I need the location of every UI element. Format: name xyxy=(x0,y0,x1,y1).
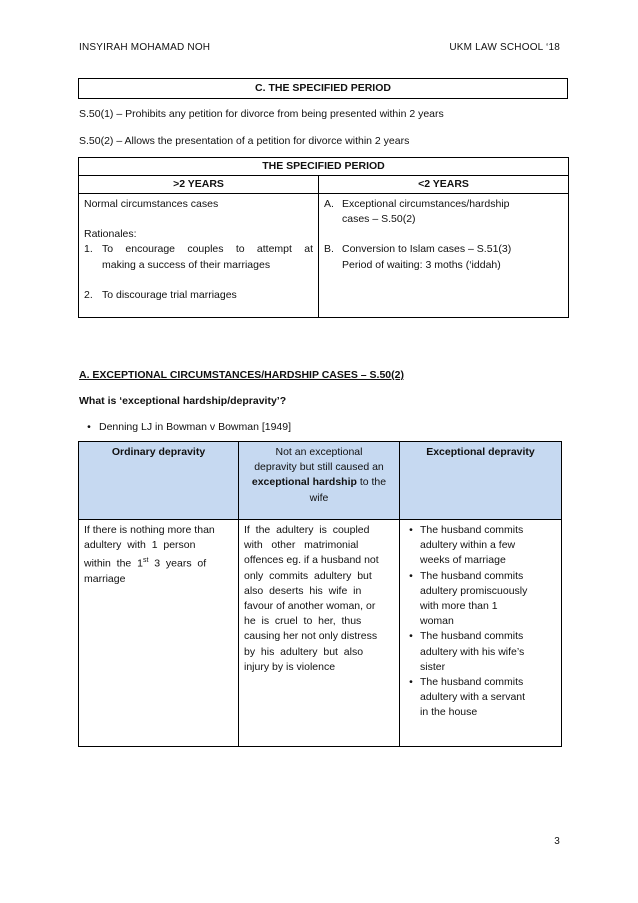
bullet-icon: • xyxy=(409,630,413,643)
depravity-table xyxy=(78,441,562,747)
specified-period-table xyxy=(78,157,569,318)
normal-cases-text: Normal circumstances cases xyxy=(84,198,219,210)
ordinary-depravity-cell: If there is nothing more than adultery with 1 person within the 1st 3 years of marriage xyxy=(79,520,239,747)
period-right-cell xyxy=(319,194,569,318)
period-col-over-2: >2 YEARS xyxy=(79,176,319,194)
bullet-icon: • xyxy=(409,569,413,582)
rationales-label: Rationales: xyxy=(84,228,137,241)
exceptional-depravity-cell xyxy=(400,520,562,747)
bullet-icon: • xyxy=(87,421,91,433)
ordinary-depravity-header: Ordinary depravity xyxy=(79,442,239,520)
bullet-icon: • xyxy=(409,676,413,689)
page-number: 3 xyxy=(554,836,560,847)
hardship-cell: If the adultery is coupled with other matrimonial offences eg. if a husband not only commits adultery but also deserts his wife in favour of another woman, or he is cruel to her, thus causing her not only distress by his adultery but also injury by is violence xyxy=(239,520,400,747)
case-bullet: • Denning LJ in Bowman v Bowman [1949] xyxy=(79,420,291,434)
header-school: UKM LAW SCHOOL ‘18 xyxy=(449,42,560,53)
short-period-item: A. Exceptional circumstances/hardship cases – S.50(2) xyxy=(324,198,510,226)
section-a-title: A. EXCEPTIONAL CIRCUMSTANCES/HARDSHIP CASES – S.50(2) xyxy=(79,369,404,381)
list-item: • The husband commits adultery within a few weeks of marriage xyxy=(402,523,556,569)
rationale-item: 1. To encourage couples to attempt at making a success of their marriages xyxy=(84,243,313,271)
section-c-title: C. THE SPECIFIED PERIOD xyxy=(78,78,568,99)
period-col-under-2: <2 YEARS xyxy=(319,176,569,194)
period-table-title: THE SPECIFIED PERIOD xyxy=(79,158,569,176)
s50-1-text: S.50(1) – Prohibits any petition for divorce from being presented within 2 years xyxy=(79,108,444,120)
s50-2-text: S.50(2) – Allows the presentation of a petition for divorce within 2 years xyxy=(79,135,410,147)
question-text: What is ‘exceptional hardship/depravity’? xyxy=(79,395,287,407)
list-item: • The husband commits adultery with a servant in the house xyxy=(402,675,556,721)
list-item: • The husband commits adultery promiscuously with more than 1 woman xyxy=(402,569,556,630)
header-author: INSYIRAH MOHAMAD NOH xyxy=(79,42,211,53)
short-period-item: B. Conversion to Islam cases – S.51(3) Period of waiting: 3 moths (‘iddah) xyxy=(324,243,512,271)
list-item: • The husband commits adultery with his wife’s sister xyxy=(402,629,556,675)
bullet-icon: • xyxy=(409,524,413,536)
exceptional-depravity-header: Exceptional depravity xyxy=(400,442,562,520)
rationale-item: 2. To discourage trial marriages xyxy=(84,288,237,301)
period-left-cell xyxy=(79,194,319,318)
hardship-header: Not an exceptional depravity but still caused an exceptional hardship to the wife xyxy=(239,442,400,520)
